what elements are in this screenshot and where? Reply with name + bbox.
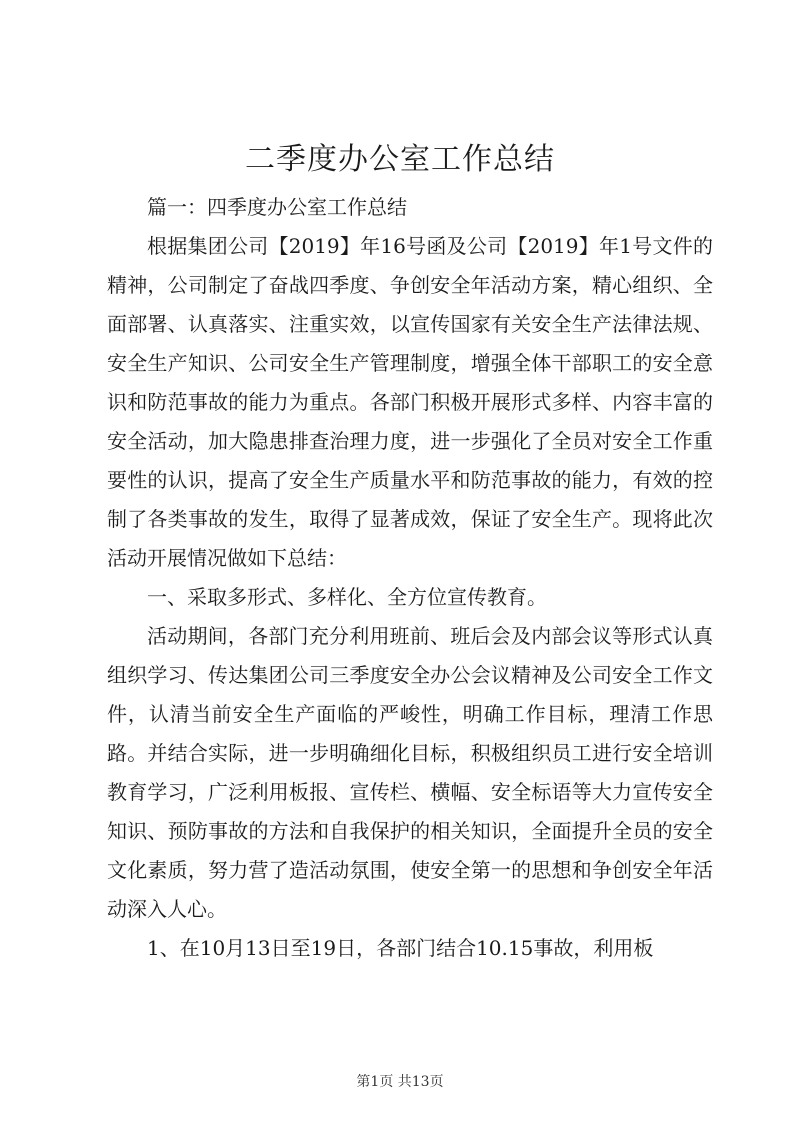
paragraph: 活动期间，各部门充分利用班前、班后会及内部会议等形式认真组织学习、传达集团公司三季度安全办公会议精神及公司安全工作文件，认清当前安全生产面临的严峻性，明确工作目标，理清工作思路。并结合实际，进一步明确细化目标，积极组织员工进行安全培训教育学习，广泛利用板报、宣传栏、横幅、安全标语等大力宣传安全知识、预防事故的方法和自我保护的相关知识，全面提升全员的安全文化素质，努力营了造活动氛围，使安全第一的思想和争创安全年活动深入人心。 [107, 624, 713, 921]
page-number-footer: 第1页 共13页 [356, 1074, 444, 1090]
section-heading: 篇一：四季度办公室工作总结 [147, 195, 407, 219]
paragraph: 根据集团公司【2019】年16号函及公司【2019】年1号文件的精神，公司制定了奋战四季度、争创安全年活动方案，精心组织、全面部署、认真落实、注重实效，以宣传国家有关安全生产法律法规、安全生产知识、公司安全生产管理制度，增强全体干部职工的安全意识和防范事故的能力为重点。各部门积极开展形式多样、内容丰富的安全活动，加大隐患排查治理力度，进一步强化了全员对安全工作重要性的认识，提高了安全生产质量水平和防范事故的能力，有效的控制了各类事故的发生，取得了显著成效，保证了安全生产。现将此次活动开展情况做如下总结： [107, 234, 713, 570]
document-body [107, 188, 713, 968]
document-title: 二季度办公室工作总结 [245, 142, 555, 177]
paragraph: 1、在10月13日至19日，各部门结合10.15事故，利用板 [147, 936, 654, 960]
subsection-heading: 一、采取多形式、多样化、全方位宣传教育。 [147, 585, 547, 609]
